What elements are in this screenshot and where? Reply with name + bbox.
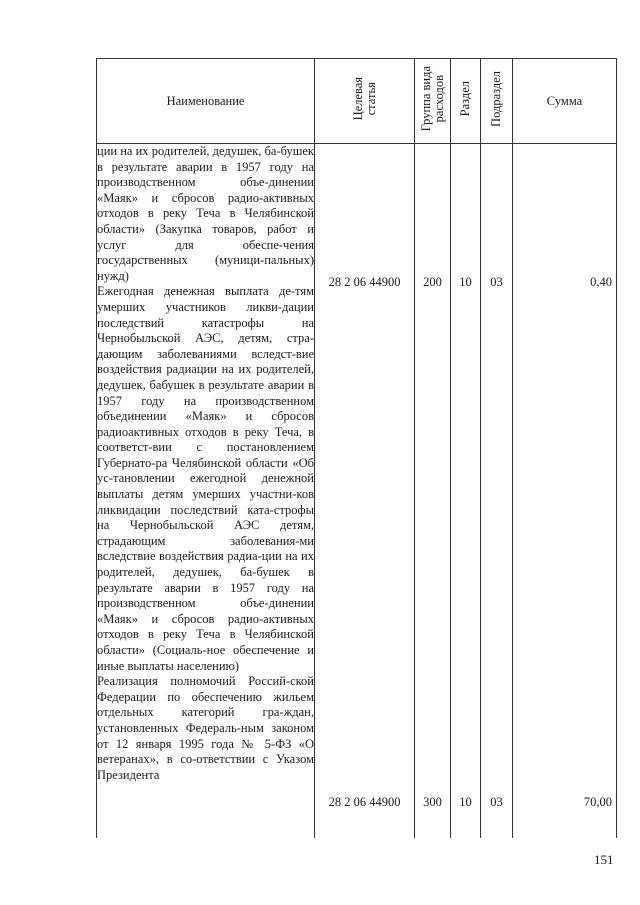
- row1-target-article: 28 2 06 44900: [328, 275, 401, 289]
- amount-cell: [513, 144, 617, 838]
- header-name: Наименование: [97, 59, 315, 144]
- page-number: 151: [594, 852, 614, 867]
- expense-group-cell: [415, 144, 451, 838]
- item-name-1: ции на их родителей, дедушек, ба-бушек в результате аварии в 1957 году на производственном объе-динении «Маяк» и сбросов радио-активных отходов в реку Теча в Челябинской области» (Закупка товаров, работ и услуг для обеспе-чения государственных (муници-пальных) нужд): [97, 144, 314, 283]
- section-cell: [451, 144, 481, 838]
- row1-amount: 0,40: [590, 275, 612, 289]
- name-cell: [97, 144, 315, 838]
- row2-section: 10: [459, 795, 472, 809]
- header-expense-group: Группа вида расходов: [415, 59, 451, 144]
- subsection-cell: [481, 144, 513, 838]
- row1-subsection: 03: [490, 275, 503, 289]
- row1-section: 10: [459, 275, 472, 289]
- row1-expense-group: 200: [423, 275, 442, 289]
- budget-table: [96, 58, 617, 838]
- row2-expense-group: 300: [423, 795, 442, 809]
- row2-subsection: 03: [490, 795, 503, 809]
- table-header-row: [97, 59, 617, 144]
- table-row: [97, 144, 617, 838]
- item-name-2: Ежегодная денежная выплата де-тям умерших участников ликви-дации последствий катастрофы на Чернобыльской АЭС, детям, стра-дающим заболеваниями вследст-вие воздействия радиации на их родителей, дедушек, бабушек в результате аварии в 1957 году на производственном объединении «Маяк» и сбросов радиоактивных отходов в реку Теча, в соответст-вии с постановлением Губернато-ра Челябинской области «Об ус-тановлении ежегодной денежной выплаты детям умерших участни-ков ликвидации последствий ката-строфы на Чернобыльской АЭС детям, страдающим заболевания-ми вследствие воздействия радиа-ции на их родителей, дедушек, ба-бушек в результате аварии в 1957 году на производственном объе-динении «Маяк» и сбросов радио-активных отходов в реку Теча в Челябинской области» (Социаль-ное обеспечение и иные выплаты населению): [97, 284, 314, 673]
- header-section: Раздел: [451, 59, 481, 144]
- header-subsection: Подраздел: [481, 59, 513, 144]
- item-name-3: Реализация полномочий Россий-ской Федерации по обеспечению жильем отдельных категорий гра-ждан, установленных Федераль-ным законом от 12 января 1995 года № 5-ФЗ «О ветеранах», в со-ответствии с Указом Президента: [97, 674, 314, 782]
- row2-amount: 70,00: [583, 795, 612, 809]
- target-article-cell: [315, 144, 415, 838]
- row2-target-article: 28 2 06 44900: [328, 795, 401, 809]
- header-target-article: Целевая статья: [315, 59, 415, 144]
- header-amount: Сумма: [513, 59, 617, 144]
